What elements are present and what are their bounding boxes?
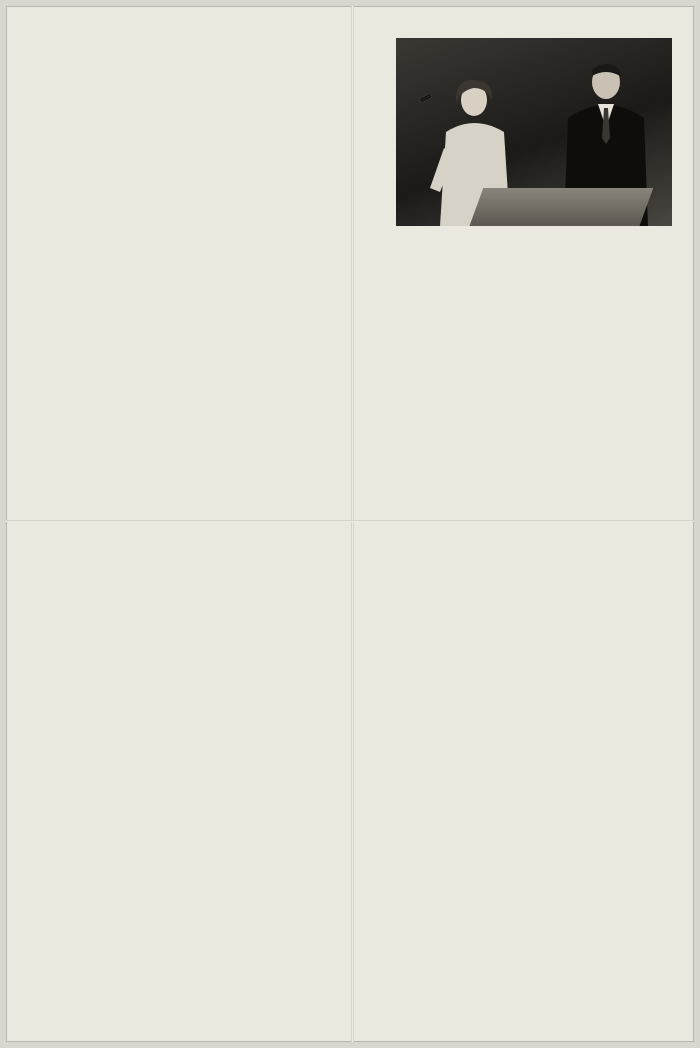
program-listing-left: [16, 14, 344, 1036]
vertical-fold: [351, 6, 354, 1042]
photo-table: [469, 188, 654, 226]
noticiero-column: [360, 14, 686, 1036]
film-still-photo: [396, 38, 672, 226]
